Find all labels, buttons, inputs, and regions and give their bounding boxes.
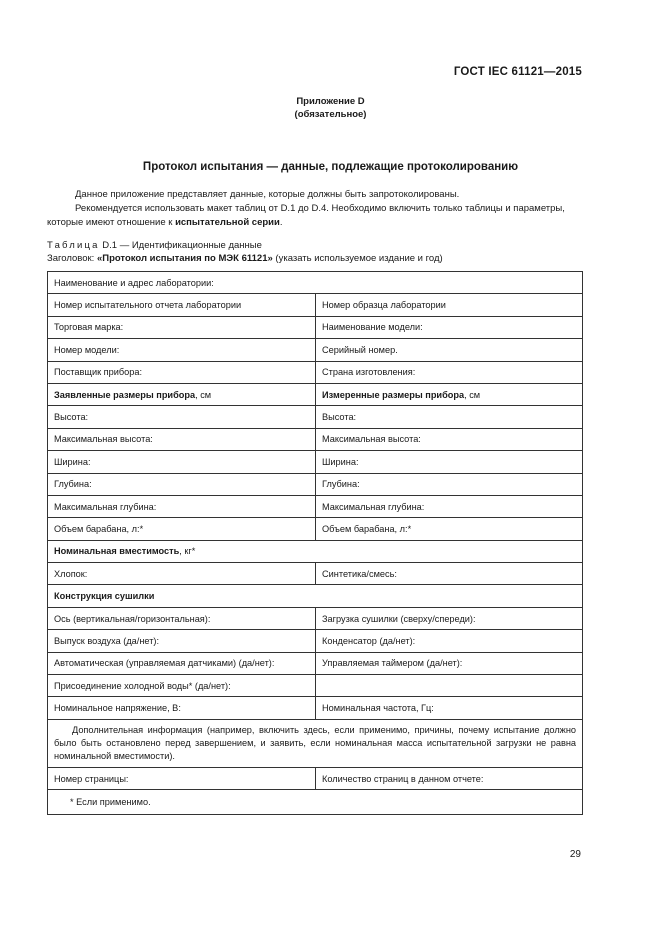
- table-row: [48, 361, 583, 383]
- table-row: [48, 294, 583, 316]
- declared-height-field: Высота:: [48, 406, 316, 428]
- declared-dimensions-header: [48, 383, 316, 405]
- table-row: [48, 272, 583, 294]
- model-name-field: Наименование модели:: [316, 316, 583, 338]
- intro-paragraph-2: [47, 202, 581, 230]
- measured-max-height-field: Максимальная высота:: [316, 428, 583, 450]
- table-caption: [47, 240, 262, 251]
- table-caption-number: D.1 — Идентификационные данные: [99, 240, 262, 251]
- declared-dimensions-unit: , см: [195, 389, 212, 400]
- intro-p2-bold: испытательной серии: [175, 217, 280, 228]
- rated-capacity-unit: , кг*: [179, 546, 196, 557]
- standard-designation: ГОСТ IEC 61121—2015: [453, 66, 582, 78]
- table-row: [48, 428, 583, 450]
- declared-drum-volume-field: Объем барабана, л:*: [48, 518, 316, 540]
- table-heading: [47, 253, 443, 264]
- table-row: [48, 451, 583, 473]
- table-row: [48, 607, 583, 629]
- table-row: [48, 767, 583, 789]
- measured-height-field: Высота:: [316, 406, 583, 428]
- report-number-field: Номер испытательного отчета лаборатории: [48, 294, 316, 316]
- table-row: [48, 585, 583, 607]
- intro-paragraph-1: Данное приложение представляет данные, которые должны быть запротоколированы.: [75, 189, 460, 200]
- declared-dimensions-label: Заявленные размеры прибора: [54, 389, 196, 400]
- table-row: [48, 719, 583, 767]
- table-heading-bold: «Протокол испытания по МЭК 61121»: [96, 253, 273, 264]
- page-number-field: Номер страницы:: [48, 767, 316, 789]
- annex-status: (обязательное): [294, 109, 367, 120]
- table-heading-pre: Заголовок:: [47, 253, 97, 264]
- declared-depth-field: Глубина:: [48, 473, 316, 495]
- loading-field: Загрузка сушилки (сверху/спереди):: [316, 607, 583, 629]
- cold-water-field: Присоединение холодной воды* (да/нет):: [48, 675, 316, 697]
- sample-number-field: Номер образца лаборатории: [316, 294, 583, 316]
- trademark-field: Торговая марка:: [48, 316, 316, 338]
- measured-max-depth-field: Максимальная глубина:: [316, 495, 583, 517]
- measured-drum-volume-field: Объем барабана, л:*: [316, 518, 583, 540]
- declared-max-depth-field: Максимальная глубина:: [48, 495, 316, 517]
- automatic-field: Автоматическая (управляемая датчиками) (да/нет):: [48, 652, 316, 674]
- table-row: [48, 473, 583, 495]
- intro-p2-end: .: [279, 217, 283, 228]
- intro-p2-text: Рекомендуется использовать макет таблиц от D.1 до D.4. Необходимо включить только таблицы и параметры, которые имеют отношение к: [47, 203, 565, 228]
- measured-width-field: Ширина:: [316, 451, 583, 473]
- table-row: [48, 406, 583, 428]
- table-row: [48, 316, 583, 338]
- table-row: [48, 339, 583, 361]
- table-footnote: * Если применимо.: [48, 790, 583, 815]
- synthetic-field: Синтетика/смесь:: [316, 563, 583, 585]
- model-number-field: Номер модели:: [48, 339, 316, 361]
- table-heading-post: (указать используемое издание и год): [272, 253, 443, 264]
- timer-controlled-field: Управляемая таймером (да/нет):: [316, 652, 583, 674]
- table-row: [48, 630, 583, 652]
- rated-capacity-label: Номинальная вместимость: [54, 546, 180, 557]
- table-row: [48, 495, 583, 517]
- page-count-field: Количество страниц в данном отчете:: [316, 767, 583, 789]
- supplier-field: Поставщик прибора:: [48, 361, 316, 383]
- declared-max-height-field: Максимальная высота:: [48, 428, 316, 450]
- condenser-field: Конденсатор (да/нет):: [316, 630, 583, 652]
- cotton-field: Хлопок:: [48, 563, 316, 585]
- declared-width-field: Ширина:: [48, 451, 316, 473]
- table-row: [48, 697, 583, 719]
- dryer-design-label: Конструкция сушилки: [54, 591, 155, 602]
- annex-title: Протокол испытания — данные, подлежащие протоколированию: [142, 161, 519, 173]
- table-row: [48, 675, 583, 697]
- measured-dimensions-header: [316, 383, 583, 405]
- rated-frequency-field: Номинальная частота, Гц:: [316, 697, 583, 719]
- table-row: [48, 790, 583, 815]
- country-field: Страна изготовления:: [316, 361, 583, 383]
- air-exhaust-field: Выпуск воздуха (да/нет):: [48, 630, 316, 652]
- axis-field: Ось (вертикальная/горизонтальная):: [48, 607, 316, 629]
- table-row: [48, 518, 583, 540]
- additional-info-text: Дополнительная информация (например, включить здесь, если применимо, причины, почему испытание должно было быть остановлено перед завершением, и заявить, если номинальная масса испытательной загрузки не равна номинальной вместимости).: [54, 724, 577, 761]
- table-row: [48, 383, 583, 405]
- annex-label: Приложение D: [296, 96, 365, 107]
- table-row: [48, 563, 583, 585]
- page-number: 29: [569, 849, 581, 860]
- additional-info-field: [48, 719, 583, 767]
- lab-name-field: Наименование и адрес лаборатории:: [48, 272, 583, 294]
- table-row: [48, 540, 583, 562]
- dryer-design-header: [48, 585, 583, 607]
- measured-dimensions-unit: , см: [464, 389, 481, 400]
- measured-depth-field: Глубина:: [316, 473, 583, 495]
- identification-table: [47, 271, 583, 815]
- rated-capacity-header: [48, 540, 583, 562]
- measured-dimensions-label: Измеренные размеры прибора: [322, 389, 465, 400]
- table-caption-prefix: Таблица: [47, 240, 100, 251]
- table-row: [48, 652, 583, 674]
- empty-cell: [316, 675, 583, 697]
- serial-number-field: Серийный номер.: [316, 339, 583, 361]
- rated-voltage-field: Номинальное напряжение, В:: [48, 697, 316, 719]
